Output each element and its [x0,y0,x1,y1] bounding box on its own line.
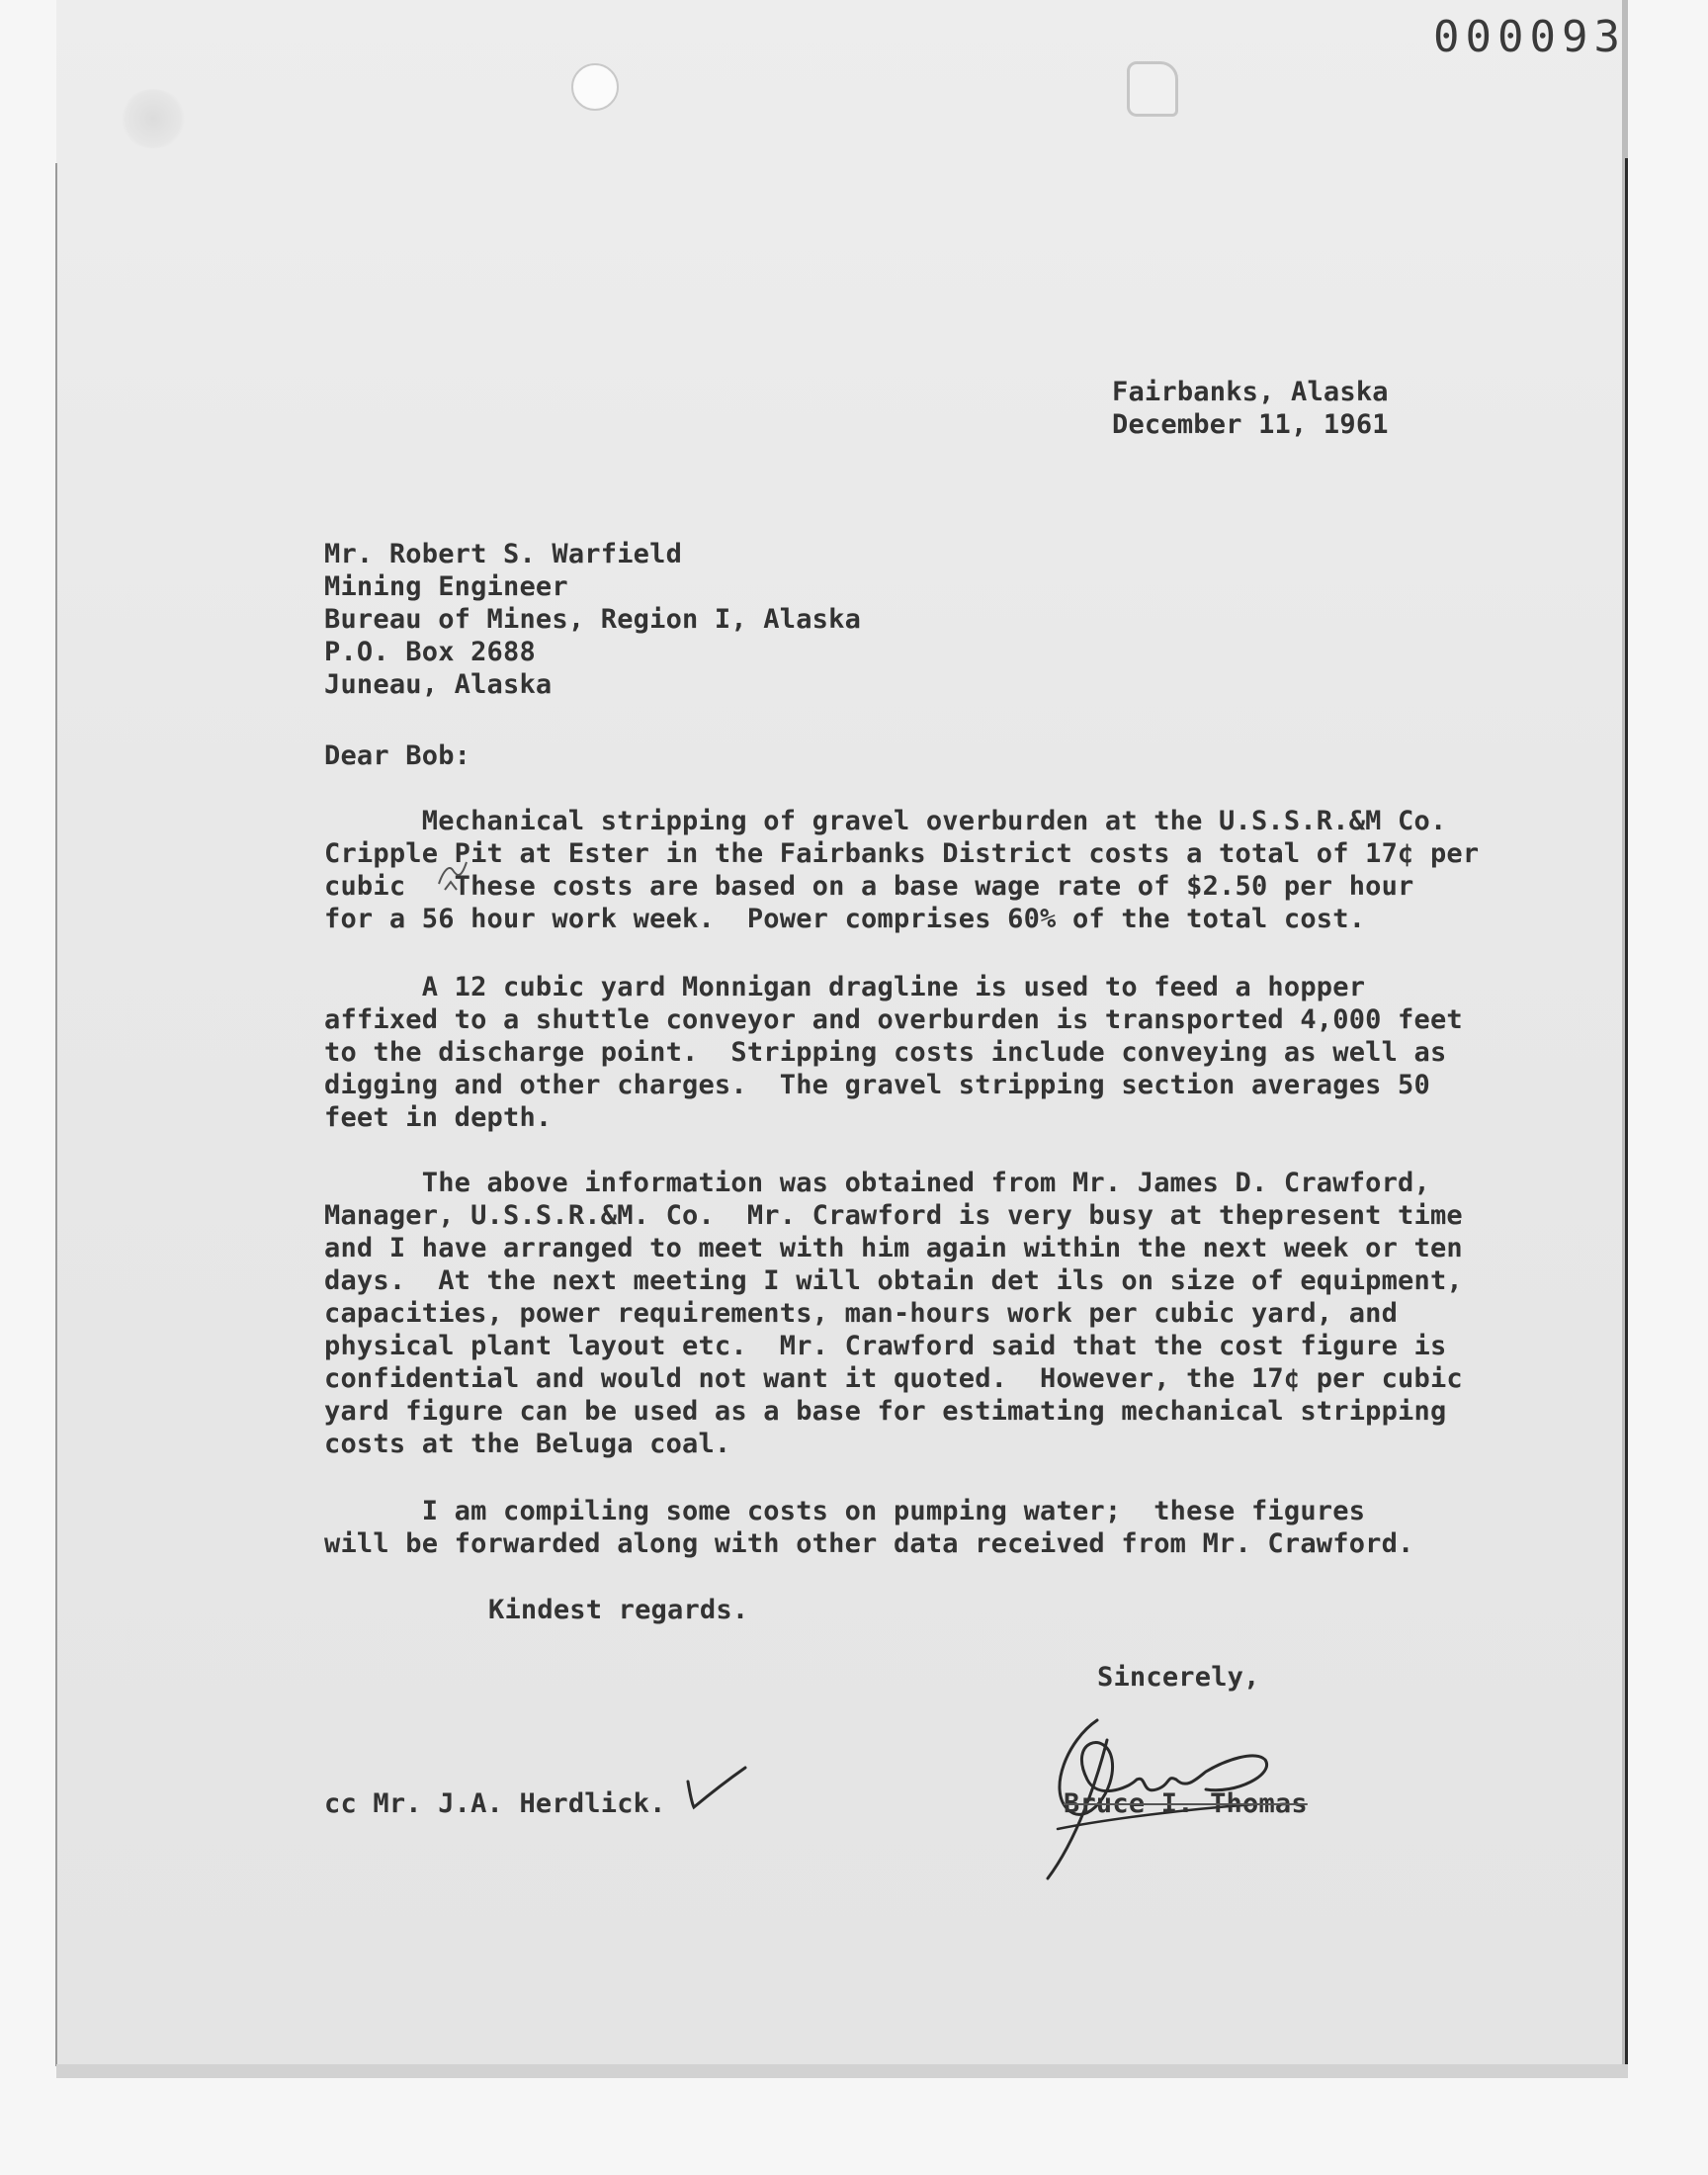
body-line: Mechanical stripping of gravel overburden at the U.S.S.R.&M Co. [324,806,1447,836]
body-line: confidential and would not want it quoted. However, the 17¢ per cubic [324,1363,1463,1394]
recipient-line: Mr. Robert S. Warfield [324,539,683,569]
body-line: Manager, U.S.S.R.&M. Co. Mr. Crawford is very busy at thepresent time [324,1200,1463,1231]
body-line: affixed to a shuttle conveyor and overburden is transported 4,000 feet [324,1004,1463,1035]
body-line: feet in depth. [324,1102,553,1133]
body-paragraph-3 [324,1167,1540,1460]
handwritten-signature [1028,1681,1324,1888]
signer-name: Bruce I. Thomas [1064,1788,1308,1819]
carbon-copy-line: cc Mr. J.A. Herdlick. [324,1788,666,1819]
body-line: capacities, power requirements, man-hours work per cubic yard, and [324,1298,1399,1329]
body-line: digging and other charges. The gravel stripping section averages 50 [324,1070,1430,1100]
body-line: costs at the Beluga coal. [324,1429,731,1459]
signoff: Sincerely, [1097,1662,1260,1693]
paper-smudge [119,89,188,148]
body-paragraph-4 [324,1495,1540,1560]
recipient-line: P.O. Box 2688 [324,637,536,667]
recipient-line: Mining Engineer [324,571,568,602]
handwritten-checkmark [682,1762,751,1815]
recipient-line: Juneau, Alaska [324,669,553,700]
body-line: for a 56 hour work week. Power comprises 60% of the total cost. [324,904,1366,934]
letter-date: December 11, 1961 [1112,409,1389,440]
sender-block [1112,376,1389,441]
body-line: cubic These costs are based on a base wage rate of $2.50 per hour [324,871,1414,902]
handwritten-insert-mark [435,854,470,894]
body-line: The above information was obtained from Mr. James D. Crawford, [324,1168,1430,1198]
sheet-bottom-edge [56,2064,1628,2078]
body-line: I am compiling some costs on pumping water; these figures [324,1496,1366,1526]
body-line: to the discharge point. Stripping costs include conveying as well as [324,1037,1447,1068]
body-paragraph-2 [324,971,1540,1134]
punch-hole [571,63,619,111]
body-line: A 12 cubic yard Monnigan dragline is used to feed a hopper [324,972,1366,1002]
body-line: yard figure can be used as a base for estimating mechanical stripping [324,1396,1447,1427]
sheet-left-edge [55,163,57,2066]
body-paragraph-1 [324,805,1540,935]
sender-city: Fairbanks, Alaska [1112,377,1389,407]
recipient-line: Bureau of Mines, Region I, Alaska [324,604,862,635]
body-line: and I have arranged to meet with him again within the next week or ten [324,1233,1463,1263]
body-line: physical plant layout etc. Mr. Crawford said that the cost figure is [324,1331,1447,1361]
recipient-address [324,538,861,701]
body-line: days. At the next meeting I will obtain det ils on size of equipment, [324,1265,1463,1296]
salutation: Dear Bob: [324,740,471,771]
body-line: Cripple Pit at Ester in the Fairbanks District costs a total of 17¢ per [324,838,1480,869]
sheet-right-edge [1625,158,1628,2066]
closing-line: Kindest regards. [488,1595,749,1625]
body-line: will be forwarded along with other data received from Mr. Crawford. [324,1528,1414,1559]
page-number: 000093 [1433,12,1626,62]
staple-mark [1127,61,1178,117]
